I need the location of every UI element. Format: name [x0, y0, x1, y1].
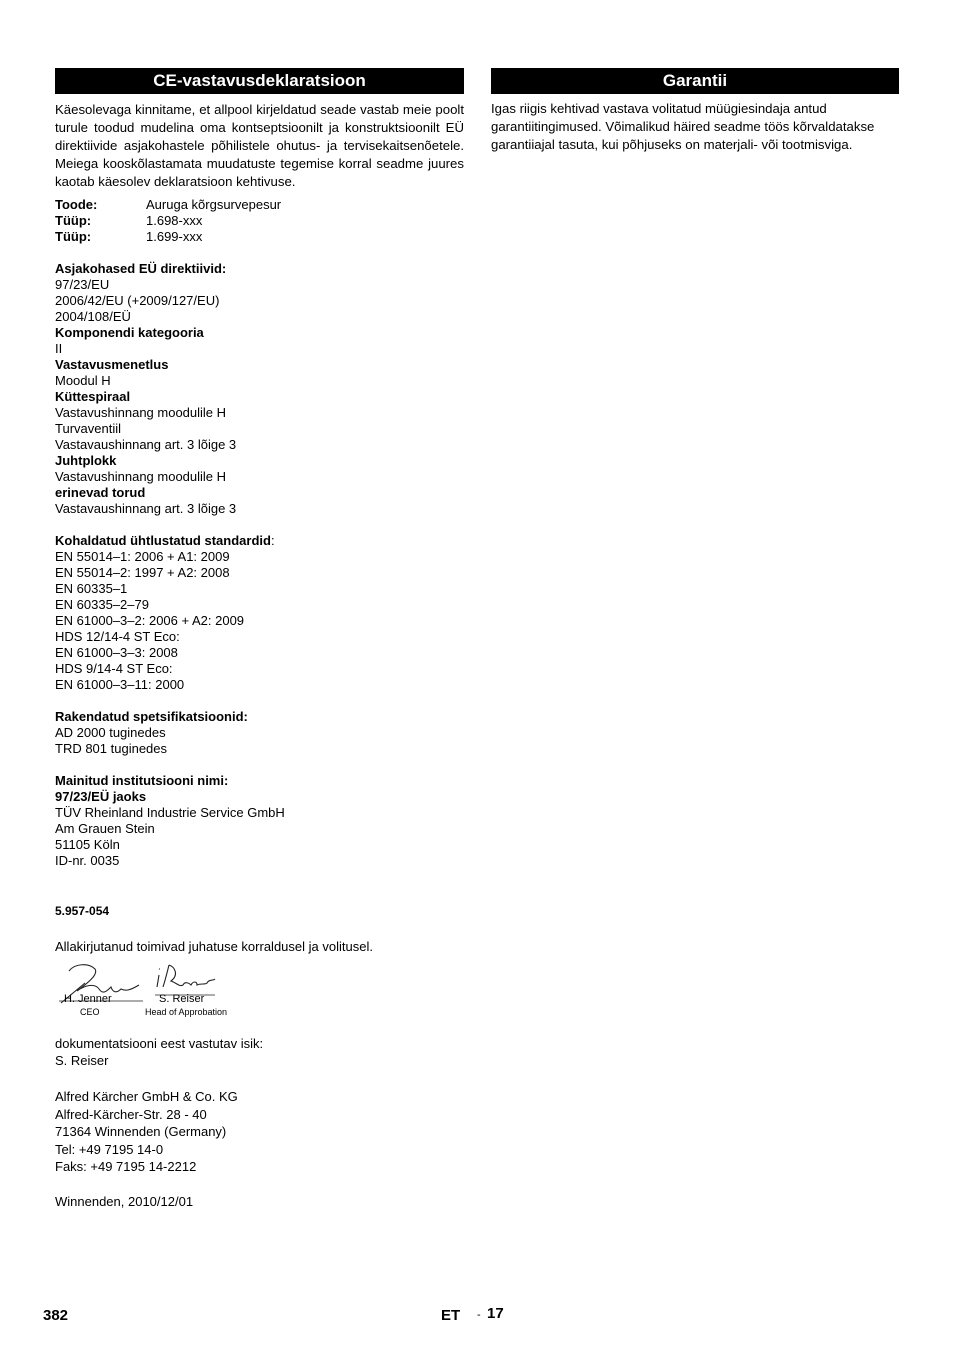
directives-title: Asjakohased EÜ direktiivid:	[55, 261, 227, 276]
sub-page-number: 17	[487, 1305, 504, 1322]
control-block-title: Juhtplokk	[55, 453, 117, 468]
address-line: Alfred-Kärcher-Str. 28 - 40	[55, 1106, 207, 1122]
standards-heading	[55, 533, 464, 549]
warranty-column	[491, 68, 899, 154]
declaration-title: CE-vastavusdeklaratsioon	[55, 68, 464, 94]
standard-item: HDS 12/14-4 ST Eco:	[55, 629, 180, 644]
document-number: 5.957-054	[55, 904, 110, 918]
specifications-block	[55, 709, 464, 757]
institution-line: TÜV Rheinland Industrie Service GmbH	[55, 805, 285, 820]
conformity-procedure-title: Vastavusmenetlus	[55, 357, 169, 372]
institution-line: Am Grauen Stein	[55, 821, 155, 836]
type-key: Tüüp:	[55, 229, 92, 244]
standard-item: EN 60335–2–79	[55, 597, 149, 612]
responsible-label: dokumentatsiooni eest vastutav isik:	[55, 1036, 264, 1051]
standards-colon: :	[270, 533, 275, 548]
control-block-value: Vastavushinnang moodulile H	[55, 469, 227, 484]
address-line: Faks: +49 7195 14-2212	[55, 1159, 197, 1174]
warranty-text: Igas riigis kehtivad vastava volitatud müügiesindaja antud garantiitingimused. Võimalikud häired seadme töös kõrvaldatakse garantiiajal tasuta, kui põhjuseks on materjali- või tootmisviga.	[491, 101, 875, 152]
standard-item: EN 61000–3–2: 2006 + A2: 2009	[55, 613, 245, 628]
responsible-person	[55, 1035, 464, 1069]
heating-coil-value: Vastavushinnang moodulile H	[55, 405, 227, 420]
institution-block	[55, 773, 464, 869]
responsible-name: S. Reiser	[55, 1053, 109, 1068]
directive-item: 2006/42/EU (+2009/127/EU)	[55, 293, 220, 308]
authorization-text: Allakirjutanud toimivad juhatuse korraldusel ja volitusel.	[55, 939, 373, 954]
address-line: Alfred Kärcher GmbH & Co. KG	[55, 1089, 238, 1104]
page-number: 382	[43, 1307, 69, 1324]
pipes-value: Vastavaushinnang art. 3 lõige 3	[55, 501, 237, 516]
heating-coil-title: Küttespiraal	[55, 389, 131, 404]
product-value: Auruga kõrgsurvepesur	[146, 197, 282, 212]
product-info	[55, 197, 464, 245]
directives-block	[55, 261, 464, 517]
place-date: Winnenden, 2010/12/01	[55, 1193, 194, 1209]
type-value: 1.699-xxx	[146, 229, 203, 244]
signatures	[55, 961, 464, 1033]
declaration-column	[55, 68, 464, 1210]
component-category-value: II	[55, 341, 63, 356]
standards-block	[55, 533, 464, 693]
directive-item: 2004/108/EÜ	[55, 309, 131, 324]
standard-item: EN 60335–1	[55, 581, 128, 596]
institution-subtitle: 97/23/EÜ jaoks	[55, 789, 147, 804]
language-code: ET	[441, 1307, 461, 1324]
type-row	[55, 213, 464, 229]
address-line: 71364 Winnenden (Germany)	[55, 1124, 227, 1139]
specification-item: TRD 801 tuginedes	[55, 741, 168, 756]
institution-line: 51105 Köln	[55, 837, 120, 852]
standards-title: Kohaldatud ühtlustatud standardid	[55, 533, 271, 548]
standard-item: HDS 9/14-4 ST Eco:	[55, 661, 173, 676]
signature-name-jenner: H. Jenner	[64, 993, 112, 1005]
safety-valve-value: Vastavaushinnang art. 3 lõige 3	[55, 437, 237, 452]
signature-role-ceo: CEO	[80, 1007, 100, 1017]
specification-item: AD 2000 tuginedes	[55, 725, 166, 740]
directive-item: 97/23/EU	[55, 277, 110, 292]
type-row	[55, 229, 464, 245]
type-value: 1.698-xxx	[146, 213, 203, 228]
type-key: Tüüp:	[55, 213, 92, 228]
conformity-procedure-value: Moodul H	[55, 373, 111, 388]
standard-item: EN 61000–3–11: 2000	[55, 677, 185, 692]
company-address	[55, 1088, 464, 1176]
footer-separator: -	[477, 1309, 481, 1321]
standard-item: EN 55014–1: 2006 + A1: 2009	[55, 549, 230, 564]
standard-item: EN 55014–2: 1997 + A2: 2008	[55, 565, 230, 580]
standard-item: EN 61000–3–3: 2008	[55, 645, 178, 660]
institution-title: Mainitud institutsiooni nimi:	[55, 773, 229, 788]
safety-valve-label: Turvaventiil	[55, 421, 121, 436]
warranty-title: Garantii	[491, 68, 899, 94]
institution-line: ID-nr. 0035	[55, 853, 120, 868]
component-category-title: Komponendi kategooria	[55, 325, 204, 340]
signature-role-approbation: Head of Approbation	[145, 1007, 228, 1017]
address-line: Tel: +49 7195 14-0	[55, 1141, 164, 1157]
specifications-title: Rakendatud spetsifikatsioonid:	[55, 709, 248, 724]
product-key: Toode:	[55, 197, 98, 212]
pipes-title: erinevad torud	[55, 485, 146, 500]
product-row	[55, 197, 464, 213]
declaration-intro: Käesolevaga kinnitame, et allpool kirjeldatud seade vastab meie poolt turule toodud mudelina oma kontseptsioonilt ja konstruktsioonilt EÜ direktiivide asjakohastele põhilistele ohutus- ja tervisekaitsenõetele. Meiega kooskõlastamata muudatuste tegemise korral seadme juures kaotab käesolev deklaratsioon kehtivuse.	[55, 102, 464, 189]
signature-name-reiser: S. Reiser	[159, 993, 205, 1005]
